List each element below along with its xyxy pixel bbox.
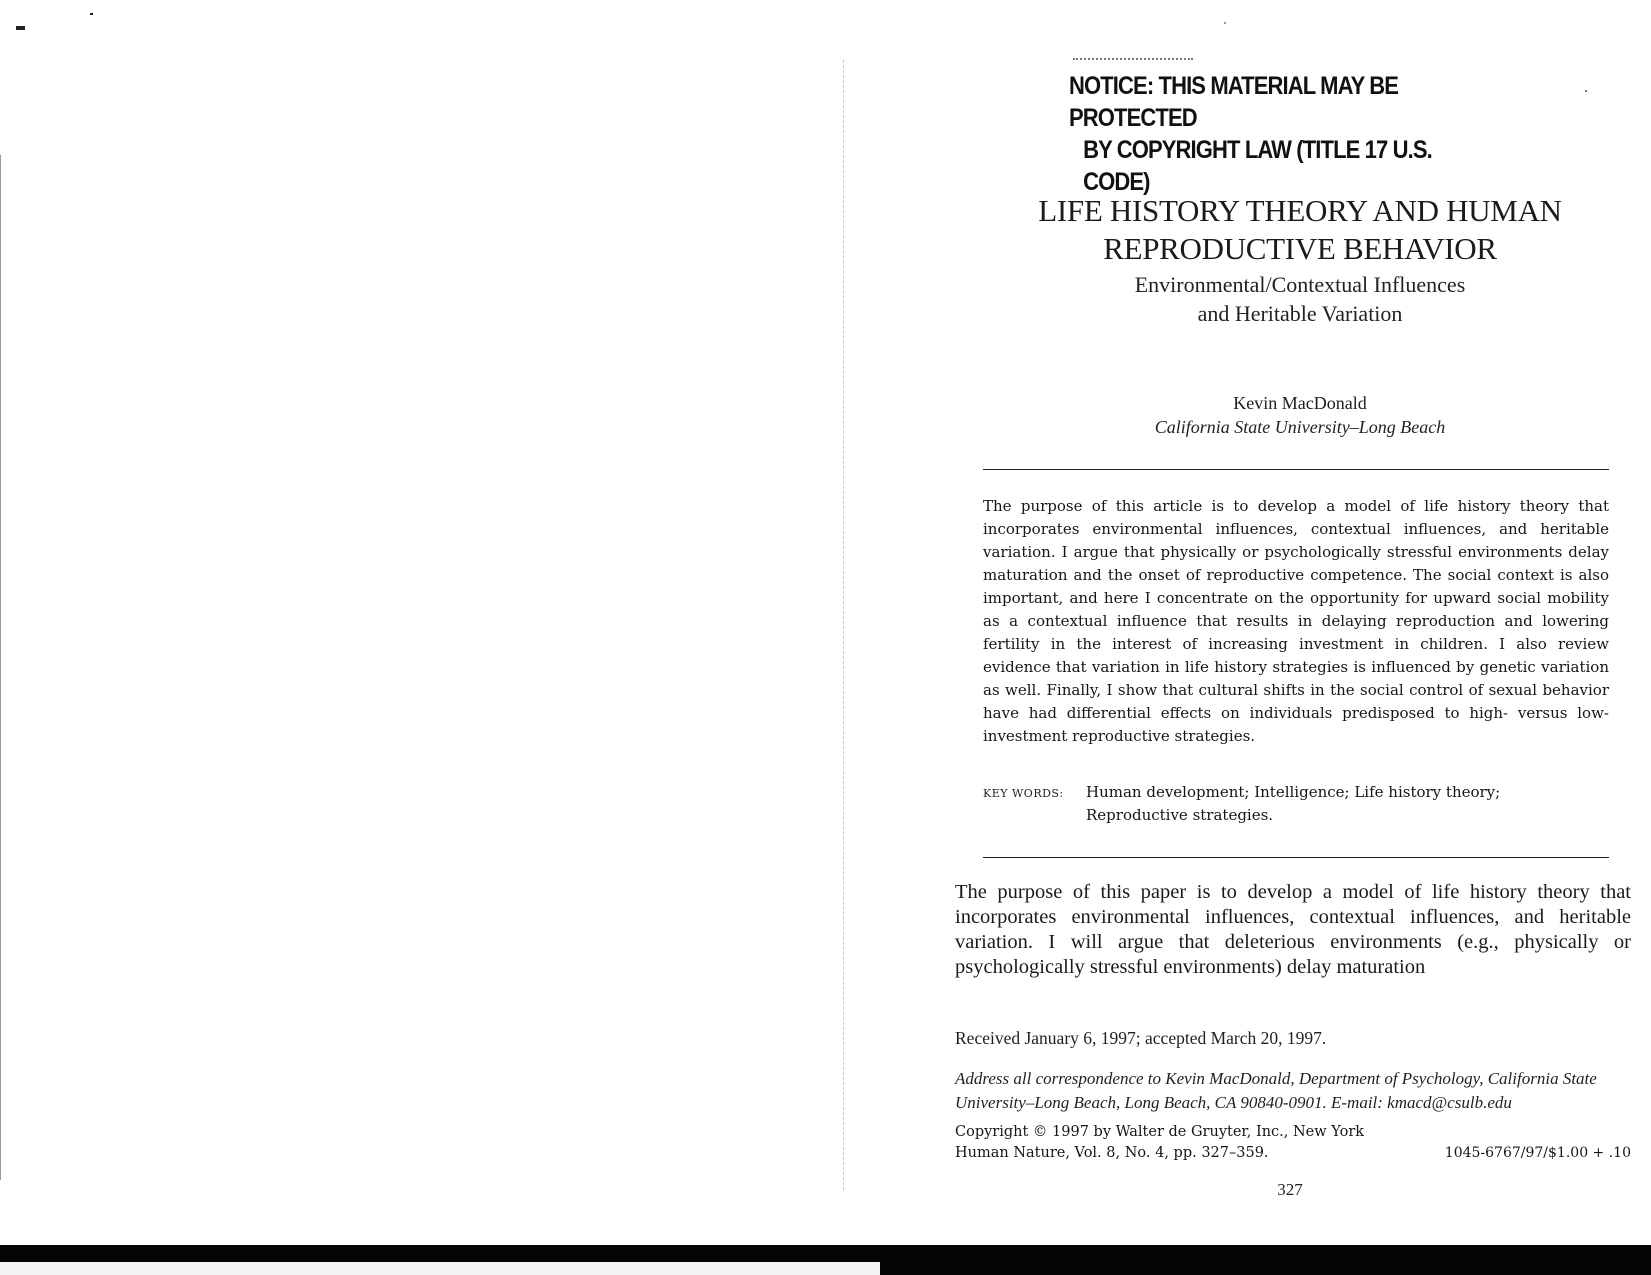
- scan-speck: [90, 13, 93, 15]
- author-name: Kevin MacDonald: [1233, 393, 1367, 413]
- author-affiliation: California State University–Long Beach: [1154, 417, 1446, 437]
- subtitle-line-2: and Heritable Variation: [1197, 301, 1403, 326]
- copyright-notice-stamp: [1069, 70, 1483, 198]
- copyright-line: Copyright © 1997 by Walter de Gruyter, Inc., New York: [955, 1124, 1365, 1140]
- article-subtitle: [980, 270, 1620, 328]
- keywords-label: KEY WORDS:: [983, 787, 1064, 800]
- page-gutter: [843, 60, 844, 1190]
- scan-speck: [1585, 90, 1587, 92]
- keywords-list: Human development; Intelligence; Life history theory; Reproductive strategies.: [1086, 783, 1501, 824]
- received-date: Received January 6, 1997; accepted March 20, 1997.: [955, 1028, 1327, 1048]
- article-title: [980, 192, 1620, 268]
- notice-line-2: BY COPYRIGHT LAW (TITLE 17 U.S. CODE): [1083, 136, 1432, 196]
- scan-left-edge: [0, 155, 1, 1180]
- notice-line-1: NOTICE: THIS MATERIAL MAY BE PROTECTED: [1069, 72, 1399, 132]
- journal-citation: Human Nature, Vol. 8, No. 4, pp. 327–359.: [955, 1145, 1269, 1161]
- title-line-1: LIFE HISTORY THEORY AND HUMAN: [1038, 193, 1562, 228]
- page-number: 327: [1277, 1180, 1303, 1199]
- abstract-top-rule: [983, 469, 1609, 470]
- title-line-2: REPRODUCTIVE BEHAVIOR: [1103, 231, 1497, 266]
- stamp-mark: [1073, 58, 1193, 60]
- abstract-text: The purpose of this article is to develop a model of life history theory that incorporates environmental influences, contextual influences, and heritable variation. I argue that physically or psychologically stressful environments delay maturation and the onset of reproductive competence. The social context is also important, and here I concentrate on the opportunity for upward social mobility as a contextual influence that results in delaying reproduction and lowering fertility in the interest of increasing investment in children. I also review evidence that variation in life history strategies is influenced by genetic variation as well. Finally, I show that cultural shifts in the social control of sexual behavior have had differential effects on individuals predisposed to high- versus low-investment reproductive strategies.: [983, 497, 1609, 745]
- issn-code: 1045-6767/97/$1.00 + .10: [1444, 1145, 1631, 1161]
- scan-speck: [16, 26, 25, 30]
- correspondence-address: Address all correspondence to Kevin MacDonald, Department of Psychology, California State University–Long Beach, Long Beach, CA 90840-0901. E-mail: kmacd@csulb.edu: [955, 1069, 1597, 1112]
- scan-bottom-edge-light: [0, 1262, 880, 1275]
- scan-speck: [1224, 22, 1226, 24]
- body-paragraph: The purpose of this paper is to develop a model of life history theory that incorporates environmental influences, contextual influences, and heritable variation. I will argue that deleterious environments (e.g., physically or psychologically stressful environments) delay maturation: [955, 881, 1631, 978]
- abstract-bottom-rule: [983, 857, 1609, 858]
- subtitle-line-1: Environmental/Contextual Influences: [1134, 272, 1466, 297]
